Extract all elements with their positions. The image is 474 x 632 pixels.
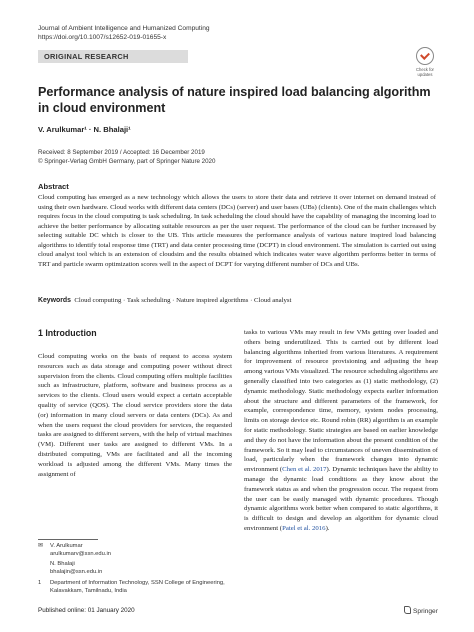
published-online: Published online: 01 January 2020 [38,607,135,614]
doi-link[interactable]: https://doi.org/10.1007/s12652-019-01655-x [38,34,167,41]
spacer [38,551,50,559]
author2-name: N. Bhalaji [50,561,75,567]
spacer [38,561,50,569]
footnote-divider [38,539,98,540]
author-contact-1 [38,543,232,551]
author1-email-row [38,551,232,559]
check-updates-button[interactable] [412,47,438,77]
authors: V. Arulkumar¹ · N. Bhalaji¹ [38,125,131,134]
footnotes [38,543,232,595]
spacer [38,569,50,577]
intro-column-right [244,328,438,534]
check-updates-label: Check for updates [416,67,434,77]
received-accepted: Received: 8 September 2019 / Accepted: 16 December 2019 [38,149,205,156]
author2-email-row [38,569,232,577]
journal-header [38,24,210,42]
author1-name: V. Arulkumar [50,543,83,549]
citation-chen-2017[interactable]: Chen et al. 2017 [282,466,327,474]
intro-column-left: Cloud computing works on the basis of request to access system resources such as data storage and computing power without direct supervision from the clients. Cloud computing offers multiple facilities such as infrastructure, platform, software and business process as a services to the clients. Cloud users would expect a certain acceptable quality of service (QOS). The cloud service providers store the data (or) information in many cloud servers or data centers (DCs). As and when the users request the cloud providers for services, the requested tasks are assigned to different servers, with the help of virtual machines (VM). Different user tasks are assigned to different VMs. In a distributed computing, VMs are facilitated and all the incoming workload is adjusted among the different VMs. Many times the assignment of [38,353,232,478]
intro-text-part-b: ). Dynamic techniques have the ability to manage the dynamic load conditions as they know about the framework status as and when the progression occur. The request from the user can be easily managed with dynamic procedures. Though dynamic algorithms work better when compared to static algorithms, it is difficult to design and develop an algorithm for dynamic cloud environment ( [244,466,438,532]
springer-horse-icon [404,606,411,614]
author1-email[interactable]: arulkumarv@ssn.edu.in [50,550,111,557]
keywords [38,297,438,304]
author-contact-2 [38,561,232,569]
copyright: © Springer-Verlag GmbH Germany, part of Springer Nature 2020 [38,157,216,165]
intro-text-part-c: ). [325,524,330,532]
abstract-heading: Abstract [38,182,69,191]
affiliation: Department of Information Technology, SSN College of Engineering, Kalavakkam, Tamilnadu, India [50,580,225,594]
author2-email[interactable]: bhalajin@ssn.edu.in [50,568,103,575]
publisher-name: Springer [413,608,438,615]
section-tag [38,50,188,63]
affiliation-row [38,580,232,595]
mail-icon: ✉ [38,543,43,549]
keywords-label: Keywords [38,297,71,304]
abstract-text: Cloud computing has emerged as a new technology which allows the users to store their data and retrieve it over internet on demand instead of using their own hardware. Cloud works with different data centers (DCs) (server) and user bases (UBs) (clients). One of the main challenges which requires focus in the cloud computing is task scheduling. In task scheduling the cloud should have the capability of managing the incoming load to achieve the better performance by allocating suitable resources as per the user request. The performance of the cloud can be further increased by selecting suitable DC which is closer to the UB. This article measures the performance analysis of various nature inspired load balancing algorithms to identify total response time (TRT) and data center processing time (DCPT) in cloud environment. The simulation is carried out using cloud analyst tool which is an extension of cloudsim and the results obtained which indicates water wave algorithm performs better in terms of TRT and particle swarm optimization scores well in the aspect of DCPT for varying different number of DCs and UBs. [38,194,437,268]
affiliation-mark: 1 [38,580,42,586]
intro-text-part-a: tasks to various VMs may result in few VMs getting over loaded and others being underutilized. This is carried out by different load balancing algorithms inherited from various literatures. A requirement for improvement of resource provisioning and adjusting the heap among various VMs visualized. The resource scheduling algorithms are generally classified into two categories as (1) static methodology, (2) dynamic methodology. Static methodology expects earlier information about the structure and different parameters of the framework, for example, correspondence time, memory, system nodes processing, limits on storage device etc. Round robin (RR) algorithm is an example for static methodology. Static strategies are based on earlier knowledge and they do not have the information about the present condition of the framework. So it may lead to circumstances of uneven dissemination of load, particularly when the framework changes into dynamic environment ( [244,329,438,474]
section-tag-label: ORIGINAL RESEARCH [44,52,129,61]
keywords-text: Cloud computing · Task scheduling · Nature inspired algorithms · Cloud analyst [74,297,292,304]
check-updates-icon [416,47,434,65]
publisher-logo [404,606,438,615]
journal-name: Journal of Ambient Intelligence and Humanized Computing [38,25,210,32]
publication-dates [38,149,215,166]
paper-title: Performance analysis of nature inspired load balancing algorithm in cloud environment [38,85,431,115]
section-heading-introduction: 1 Introduction [38,328,97,338]
citation-patel-2016[interactable]: Patel et al. 2016 [282,524,326,532]
